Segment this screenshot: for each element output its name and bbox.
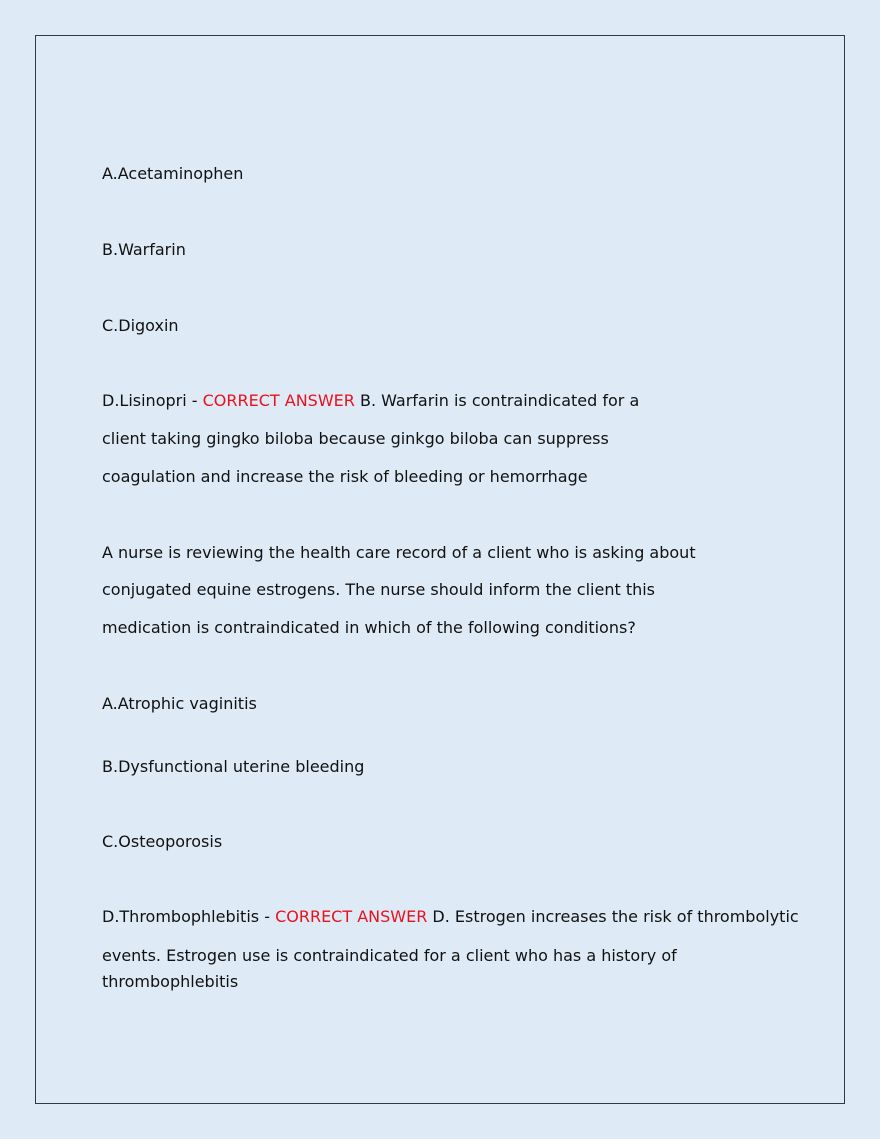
q1-answer-text: B. Warfarin is contraindicated for a bbox=[354, 391, 640, 410]
q1-option-a: A.Acetaminophen bbox=[102, 164, 244, 183]
page-border bbox=[35, 35, 845, 1104]
q2-correct-answer-label: CORRECT ANSWER bbox=[275, 907, 428, 926]
q2-answer-text: D. Estrogen increases the risk of thrombolytic bbox=[427, 907, 799, 926]
q2-option-d: D.Thrombophlebitis - bbox=[102, 907, 276, 926]
q1-option-d-answer bbox=[102, 391, 639, 411]
q2-question-line-1: A nurse is reviewing the health care record of a client who is asking about bbox=[102, 543, 696, 562]
q1-option-b: B.Warfarin bbox=[102, 240, 186, 259]
q2-question-line-3: medication is contraindicated in which of the following conditions? bbox=[102, 618, 636, 637]
q2-answer-line-2: events. Estrogen use is contraindicated for a client who has a history of bbox=[102, 946, 677, 965]
q1-correct-answer-label: CORRECT ANSWER bbox=[202, 391, 355, 410]
q2-option-d-answer bbox=[102, 907, 799, 927]
q1-answer-line-3: coagulation and increase the risk of bleeding or hemorrhage bbox=[102, 467, 588, 486]
q2-question-line-2: conjugated equine estrogens. The nurse should inform the client this bbox=[102, 580, 656, 599]
q2-option-b: B.Dysfunctional uterine bleeding bbox=[102, 757, 365, 776]
q2-option-c: C.Osteoporosis bbox=[102, 832, 223, 851]
q2-option-a: A.Atrophic vaginitis bbox=[102, 694, 257, 713]
q2-answer-line-3: thrombophlebitis bbox=[102, 972, 239, 991]
q1-option-d: D.Lisinopri - bbox=[102, 391, 203, 410]
q1-answer-line-2: client taking gingko biloba because ginkgo biloba can suppress bbox=[102, 429, 609, 448]
q1-option-c: C.Digoxin bbox=[102, 316, 179, 335]
